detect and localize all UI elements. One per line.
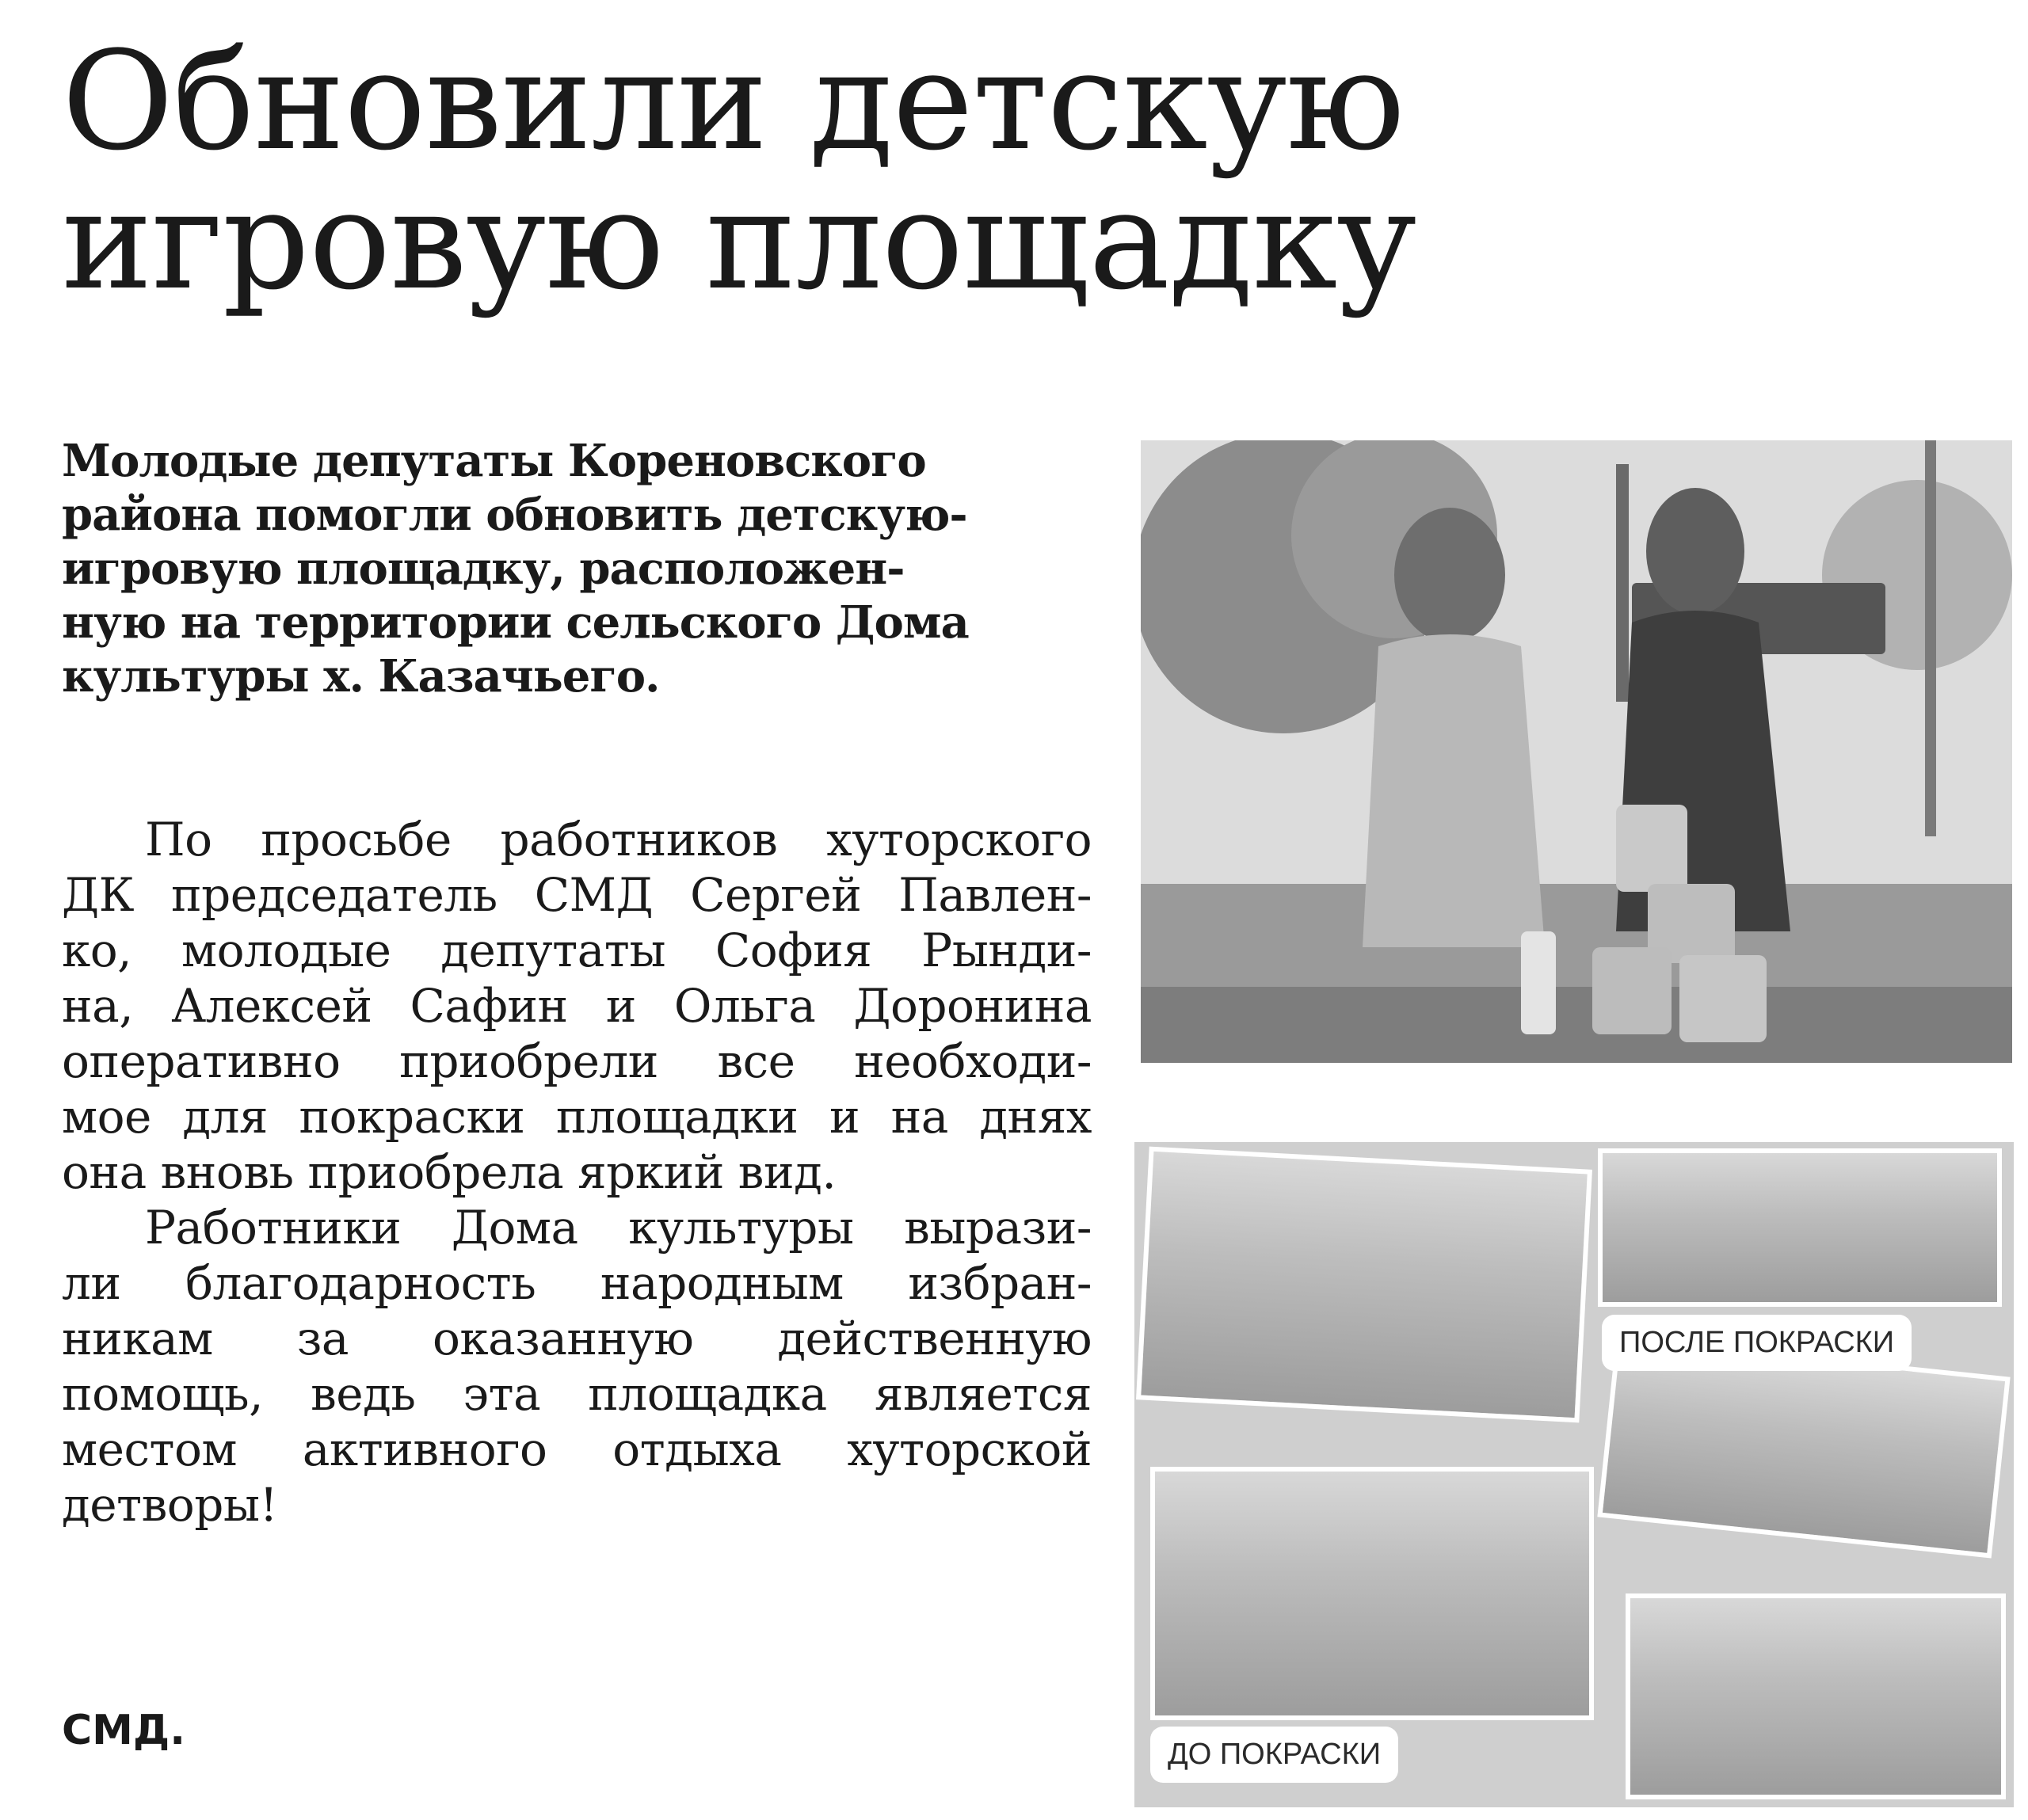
after-photo (1598, 1148, 2002, 1307)
body-line: детворы! (62, 1478, 278, 1532)
body-line: оперативно приобрели все необходи- (62, 1034, 1092, 1088)
after-photo (1626, 1593, 2006, 1799)
signature: СМД. (62, 1707, 185, 1754)
headline-line: игровую площадку (62, 161, 1416, 320)
headline (62, 21, 1567, 320)
body-line: ДК председатель СМД Сергей Павлен- (62, 868, 1092, 922)
deputies-photo-illustration (1141, 440, 2012, 1063)
body-line: помощь, ведь эта площадка является (62, 1367, 1092, 1421)
body-line: мое для покраски площадки и на днях (62, 1090, 1092, 1144)
article-body (62, 812, 1092, 1533)
lead-line: культуры х. Казачьего. (62, 650, 660, 702)
deputies-photo (1141, 440, 2012, 1063)
body-line: По просьбе работников хуторского (145, 813, 1092, 866)
lead-line: игровую площадку, расположен- (62, 543, 905, 595)
before-after-collage (1134, 1142, 2014, 1807)
lead-line: Молодые депутаты Кореновского (62, 435, 926, 487)
body-line: ко, молодые депутаты София Рынди- (62, 923, 1092, 977)
before-painting-label: ДО ПОКРАСКИ (1150, 1727, 1398, 1783)
before-photo (1150, 1467, 1594, 1720)
lead-line: района помогли обновить детскую- (62, 489, 967, 541)
lead-line: ную на территории сельского Дома (62, 596, 969, 649)
before-photo (1136, 1147, 1592, 1423)
body-line: она вновь приобрела яркий вид. (62, 1145, 837, 1199)
body-line: местом активного отдыха хуторской (62, 1422, 1092, 1476)
body-line: на, Алексей Сафин и Ольга Доронина (62, 979, 1092, 1033)
body-line: Работники Дома культуры вырази- (145, 1201, 1092, 1255)
body-line: никам за оказанную действенную (62, 1312, 1092, 1365)
headline-line: Обновили детскую (62, 21, 1405, 181)
lead-paragraph (62, 434, 1100, 703)
body-line: ли благодарность народным избран- (62, 1256, 1092, 1310)
after-painting-label: ПОСЛЕ ПОКРАСКИ (1602, 1315, 1912, 1371)
